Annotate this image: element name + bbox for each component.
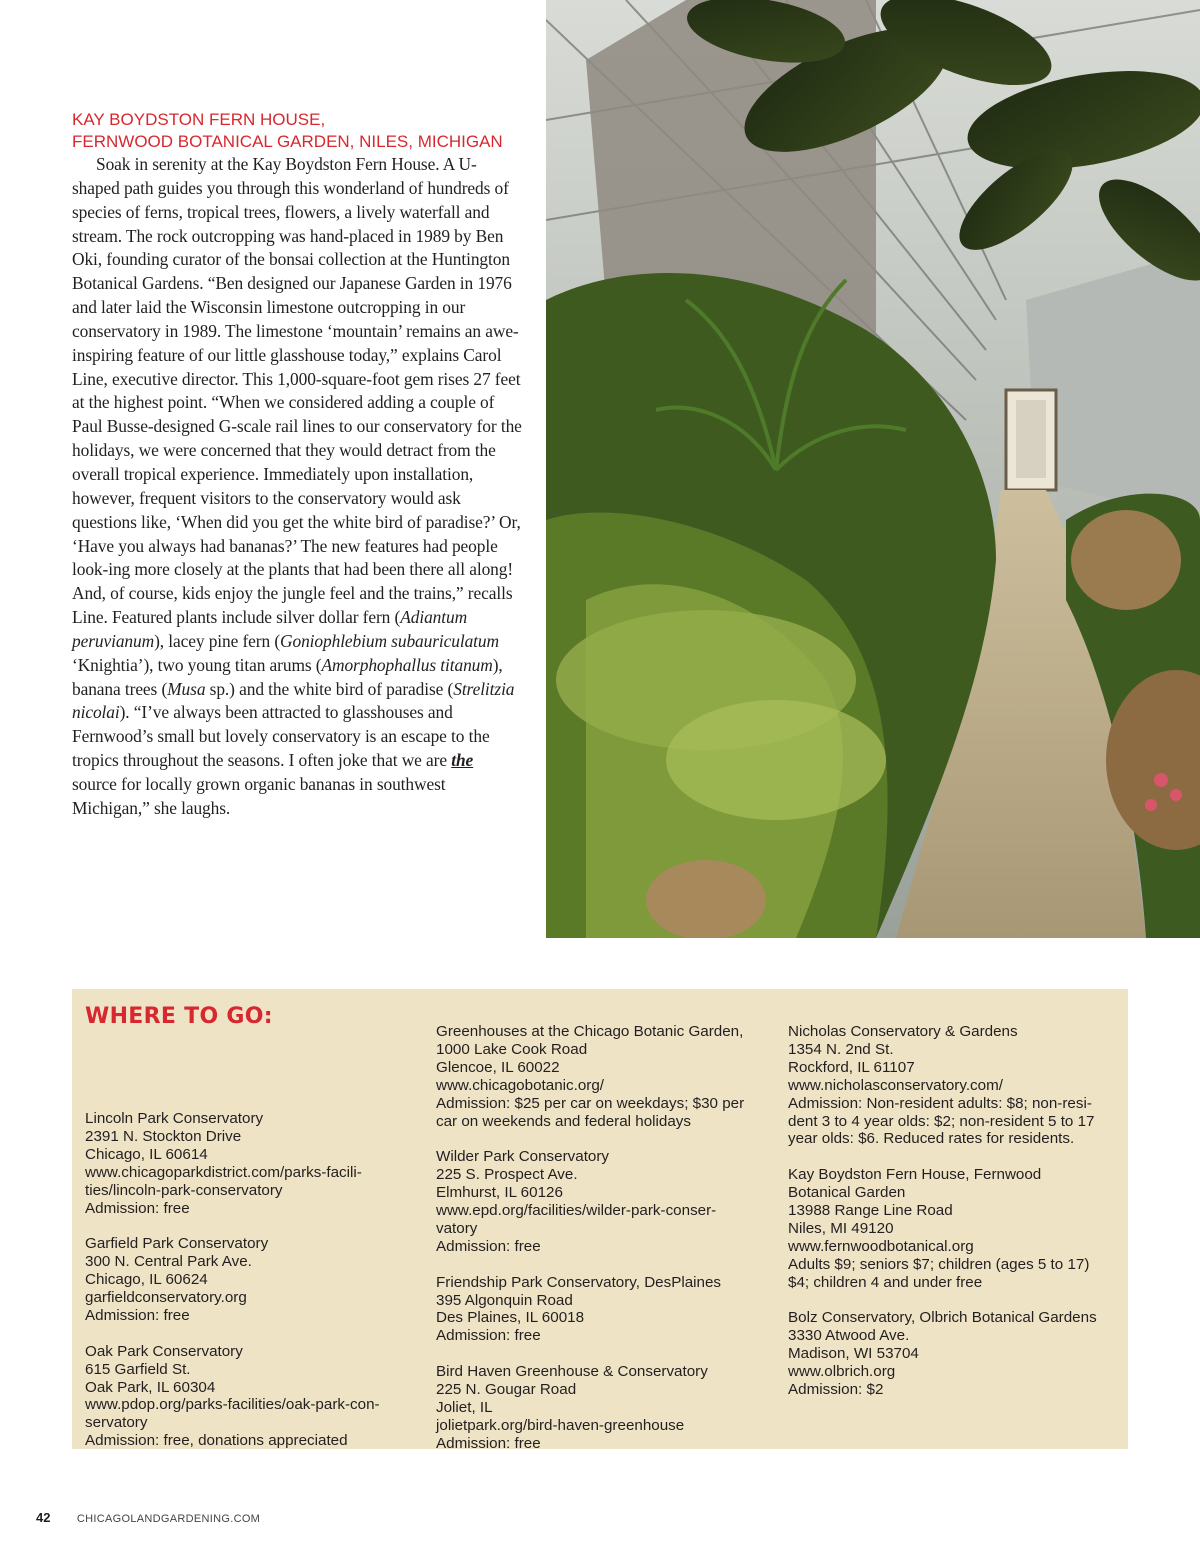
venue-name: Kay Boydston Fern House, Fernwood: [788, 1166, 1042, 1184]
page-footer: [36, 1509, 260, 1527]
venue-detail: Rockford, IL 61107: [788, 1058, 915, 1076]
venue-listing: [85, 1235, 420, 1325]
venue-listing: [436, 1148, 776, 1255]
venue-detail: 1000 Lake Cook Road: [436, 1040, 588, 1058]
venue-detail: 395 Algonquin Road: [436, 1291, 573, 1309]
venue-listing: [436, 1023, 776, 1130]
body-text-2: ), lacey pine fern (: [154, 630, 281, 651]
venue-listing: [788, 1023, 1120, 1148]
venue-detail: Madison, WI 53704: [788, 1345, 919, 1363]
fern-house-image: [546, 0, 1200, 938]
venue-detail: 13988 Range Line Road: [788, 1202, 953, 1220]
venue-detail: year olds: $6. Reduced rates for residents.: [788, 1130, 1075, 1148]
venue-detail: jolietpark.org/bird-haven-greenhouse: [436, 1416, 685, 1434]
body-text-1: Soak in serenity at the Kay Boydston Fern House. A U-shaped path guides you through this wonderland of hundreds of species of ferns, tropical trees, flowers, a lively waterfall and stream. The rock outcropping was hand-placed in 1989 by Ben Oki, founding curator of the bonsai collection at the Huntington Botanical Gardens. “Ben designed our Japanese Garden in 1976 and later laid the Wisconsin limestone outcropping in our conservatory in 1989. The limestone ‘mountain’ remains an awe-inspiring feature of our little glasshouse today,” explains Carol Line, executive director. This 1,000-square-foot gem rises 27 feet at the highest point. “When we considered adding a couple of Paul Busse-designed G-scale rail lines to our conservatory for the holidays, we were concerned that they would detract from the overall tropical experience. Immediately upon installation, however, frequent visitors to the conservatory would ask questions like, ‘When did you get the white bird of paradise?’ Or, ‘Have you always had bananas?’ The new features had people look-ing more closely at the plants that had been there all along! And, of course, kids enjoy the jungle feel and the trains,” recalls Line. Featured plants include silver dollar fern (: [72, 154, 522, 628]
venue-detail: www.chicagobotanic.org/: [436, 1076, 604, 1094]
venue-detail: Admission: free, donations appreciated: [85, 1432, 348, 1450]
venue-name: Garfield Park Conservatory: [85, 1235, 269, 1253]
venue-detail: www.olbrich.org: [788, 1363, 896, 1381]
species-name: Amorphophallus titanum: [321, 654, 493, 675]
venue-detail: 1354 N. 2nd St.: [788, 1040, 894, 1058]
venue-name: Oak Park Conservatory: [85, 1342, 243, 1360]
article-body: [72, 153, 522, 821]
venue-detail: Glencoe, IL 60022: [436, 1058, 560, 1076]
venue-detail: Adults $9; seniors $7; children (ages 5 to 17): [788, 1255, 1090, 1273]
venue-name: Nicholas Conservatory & Gardens: [788, 1023, 1018, 1040]
venue-detail: 2391 N. Stockton Drive: [85, 1127, 242, 1145]
venue-name: Wilder Park Conservatory: [436, 1148, 610, 1166]
body-text-7: source for locally grown organic bananas in southwest Michigan,” she laughs.: [72, 773, 446, 818]
heading-line-1: KAY BOYDSTON FERN HOUSE,: [72, 110, 326, 129]
venue-listing: [85, 1110, 420, 1217]
venue-detail: car on weekends and federal holidays: [436, 1112, 691, 1130]
venue-detail: Elmhurst, IL 60126: [436, 1184, 563, 1202]
venue-listing: [85, 1343, 420, 1450]
venue-listing: [436, 1363, 776, 1453]
body-text-6: ). “I’ve always been attracted to glasshouses and Fernwood’s small but lovely conservatory is an escape to the tropics throughout the seasons. I often joke that we are: [72, 702, 490, 771]
species-name: Strelitzia nicolai: [72, 678, 515, 723]
venue-detail: garfieldconservatory.org: [85, 1289, 247, 1307]
venue-detail: Admission: Non-resident adults: $8; non-resi-: [788, 1094, 1092, 1112]
venue-detail: Botanical Garden: [788, 1184, 906, 1202]
venue-detail: Admission: free: [436, 1327, 541, 1345]
venue-detail: www.nicholasconservatory.com/: [788, 1076, 1003, 1094]
venue-listing: [788, 1309, 1120, 1399]
venue-detail: Niles, MI 49120: [788, 1219, 894, 1237]
venue-detail: Chicago, IL 60624: [85, 1271, 208, 1289]
venue-listing: [436, 1274, 776, 1346]
venue-detail: Admission: $25 per car on weekdays; $30 per: [436, 1094, 745, 1112]
venue-detail: Oak Park, IL 60304: [85, 1378, 216, 1396]
where-to-go-title: WHERE TO GO:: [85, 1004, 273, 1029]
article-heading: [72, 109, 522, 153]
venue-detail: www.epd.org/facilities/wilder-park-conser-: [436, 1202, 717, 1220]
body-text-3: ‘Knightia’), two young titan arums (: [72, 654, 322, 675]
venue-detail: servatory: [85, 1414, 148, 1432]
species-name: Goniophlebium subauriculatum: [280, 630, 499, 651]
venue-detail: 615 Garfield St.: [85, 1360, 191, 1378]
conservatory-photo: [546, 0, 1200, 938]
venue-name: Bolz Conservatory, Olbrich Botanical Gardens: [788, 1309, 1097, 1327]
venue-detail: www.pdop.org/parks-facilities/oak-park-con-: [85, 1396, 380, 1414]
venue-detail: Des Plaines, IL 60018: [436, 1309, 585, 1327]
listing-column-1: [85, 1110, 420, 1468]
venue-detail: dent 3 to 4 year olds: $2; non-resident 5 to 17: [788, 1112, 1095, 1130]
venue-detail: vatory: [436, 1219, 478, 1237]
venue-detail: Admission: $2: [788, 1381, 884, 1399]
species-name: Adiantum peruvianum: [72, 607, 468, 651]
venue-detail: ties/lincoln-park-conservatory: [85, 1181, 283, 1199]
venue-listing: [788, 1166, 1120, 1291]
venue-detail: www.fernwoodbotanical.org: [788, 1237, 974, 1255]
where-to-go-box: [72, 989, 1128, 1452]
site-name: CHICAGOLANDGARDENING.COM: [76, 1513, 261, 1525]
page-number: 42: [36, 1510, 51, 1525]
venue-detail: www.chicagoparkdistrict.com/parks-facili-: [85, 1163, 362, 1181]
heading-line-2: FERNWOOD BOTANICAL GARDEN, NILES, MICHIGAN: [72, 132, 503, 151]
body-text-4: ), banana trees (: [72, 654, 503, 699]
venue-detail: Admission: free: [85, 1306, 190, 1324]
article: [72, 109, 522, 821]
venue-detail: Admission: free: [436, 1434, 541, 1452]
venue-detail: Chicago, IL 60614: [85, 1145, 208, 1163]
listing-column-3: [788, 1023, 1120, 1417]
venue-name: Greenhouses at the Chicago Botanic Garden,: [436, 1023, 744, 1040]
venue-detail: $4; children 4 and under free: [788, 1273, 983, 1291]
venue-detail: 3330 Atwood Ave.: [788, 1327, 910, 1345]
emphasized-word: the: [451, 750, 474, 771]
venue-detail: Joliet, IL: [436, 1398, 493, 1416]
venue-detail: 300 N. Central Park Ave.: [85, 1253, 252, 1271]
venue-detail: Admission: free: [436, 1237, 541, 1255]
venue-detail: Admission: free: [85, 1199, 190, 1217]
venue-name: Lincoln Park Conservatory: [85, 1110, 264, 1127]
venue-name: Friendship Park Conservatory, DesPlaines: [436, 1273, 722, 1291]
listing-column-2: [436, 1023, 776, 1471]
venue-detail: 225 S. Prospect Ave.: [436, 1166, 578, 1184]
venue-name: Bird Haven Greenhouse & Conservatory: [436, 1363, 708, 1381]
body-text-5: sp.) and the white bird of paradise (: [205, 678, 454, 699]
venue-detail: 225 N. Gougar Road: [436, 1381, 577, 1399]
species-name: Musa: [167, 678, 206, 699]
